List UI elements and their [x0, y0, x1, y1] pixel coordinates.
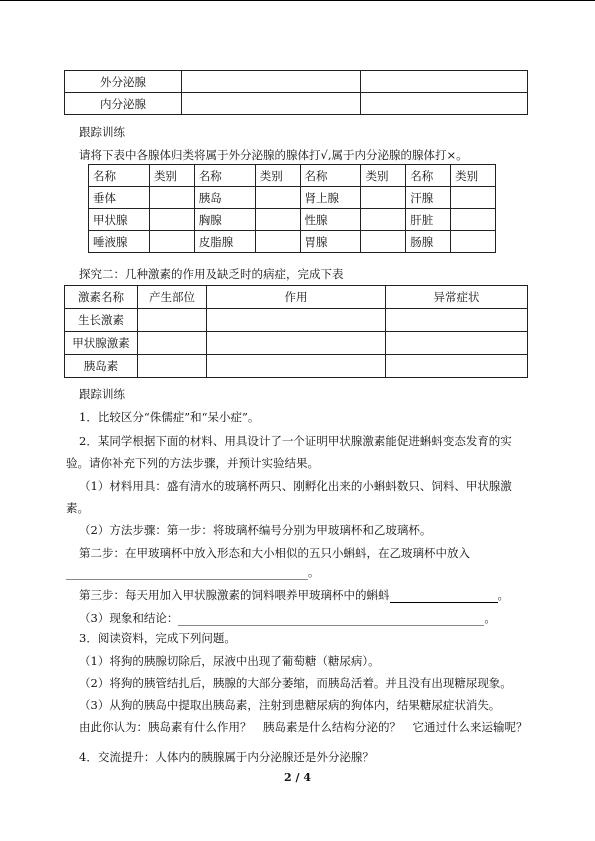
gland-name: 甲状腺 [89, 209, 150, 231]
category-cell[interactable] [255, 187, 300, 209]
category-cell[interactable] [149, 231, 194, 253]
col-header: 名称 [300, 165, 361, 187]
category-cell[interactable] [361, 209, 406, 231]
table-row [89, 187, 496, 209]
classify-instruction: 请将下表中各腺体归类将属于外分泌腺的腺体打√,属于内分泌腺的腺体打×。 [79, 148, 468, 162]
table-header-row [89, 165, 496, 187]
table-cell-empty[interactable] [182, 71, 361, 93]
col-header: 产生部位 [138, 286, 207, 309]
table-row [89, 209, 496, 231]
gland-row-label: 外分泌腺 [65, 71, 182, 93]
gland-name: 唾液腺 [89, 231, 150, 253]
col-header: 名称 [406, 165, 451, 187]
q3-item-3: （3）从狗的胰岛中提取出胰岛素，注射到患糖尿病的狗体内，结果糖尿症状消失。 [79, 698, 501, 712]
table-row [65, 355, 528, 378]
classify-table [88, 164, 496, 253]
table-cell-empty[interactable] [138, 332, 207, 355]
gland-name: 肝脏 [406, 209, 451, 231]
gland-name: 垂体 [89, 187, 150, 209]
category-cell[interactable] [255, 209, 300, 231]
category-cell[interactable] [451, 231, 496, 253]
q2-step3-line [0, 587, 595, 603]
category-cell[interactable] [255, 231, 300, 253]
table-cell-empty[interactable] [386, 332, 528, 355]
table-row [65, 71, 528, 93]
q2-step2-answer-line [0, 564, 595, 580]
q2-step2: 第二步：在甲玻璃杯中放入形态和大小相似的五只小蝌蚪，在乙玻璃杯中放入 [79, 546, 470, 560]
gland-name: 性腺 [300, 209, 361, 231]
table-cell-empty[interactable] [361, 93, 528, 115]
page-top-rule [0, 0, 595, 1]
q2-step3: 第三步：每天用加入甲状腺激素的饲料喂养甲玻璃杯中的蝌蚪 [79, 588, 390, 602]
table-row [65, 93, 528, 115]
hormone-name: 胰岛素 [65, 355, 138, 378]
period: 。 [484, 611, 496, 625]
category-cell[interactable] [149, 187, 194, 209]
gland-name: 胸腺 [194, 209, 255, 231]
col-header: 激素名称 [65, 286, 138, 309]
col-header: 类别 [149, 165, 194, 187]
col-header: 类别 [361, 165, 406, 187]
q3-question: 由此你认为：胰岛素有什么作用？ 胰岛素是什么结构分泌的？ 它通过什么来运输呢？ [79, 720, 528, 734]
category-cell[interactable] [361, 187, 406, 209]
category-cell[interactable] [451, 187, 496, 209]
table-cell-empty[interactable] [207, 332, 386, 355]
hormone-name: 甲状腺激素 [65, 332, 138, 355]
q2-result-line [0, 610, 595, 626]
q2-materials-line1: （1）材料用具：盛有清水的玻璃杯两只、刚孵化出来的小蝌蚪数只、饲料、甲状腺激 [79, 479, 512, 493]
gland-name: 皮脂腺 [194, 231, 255, 253]
period: 。 [308, 565, 320, 579]
table-cell-empty[interactable] [138, 355, 207, 378]
hormone-name: 生长激素 [65, 309, 138, 332]
col-header: 异常症状 [386, 286, 528, 309]
gland-name: 肾上腺 [300, 187, 361, 209]
col-header: 名称 [194, 165, 255, 187]
question-2-line2: 验。请你补充下列的方法步骤，并预计实验结果。 [66, 456, 319, 470]
answer-blank[interactable] [178, 613, 484, 626]
col-header: 作用 [207, 286, 386, 309]
table-row [65, 332, 528, 355]
gland-name: 胰岛 [194, 187, 255, 209]
col-header: 类别 [451, 165, 496, 187]
category-cell[interactable] [149, 209, 194, 231]
answer-blank[interactable] [390, 590, 498, 603]
table-cell-empty[interactable] [386, 309, 528, 332]
gland-row-label: 内分泌腺 [65, 93, 182, 115]
explore2-title: 探究二：几种激素的作用及缺乏时的病症，完成下表 [79, 267, 344, 281]
section-title-tracking-2: 跟踪训练 [79, 387, 125, 401]
table-cell-empty[interactable] [207, 355, 386, 378]
answer-blank[interactable] [66, 567, 308, 580]
page-number: 2 / 4 [284, 771, 311, 784]
question-4: 4．交流提升：人体内的胰腺属于内分泌腺还是外分泌腺？ [79, 750, 374, 764]
gland-name: 胃腺 [300, 231, 361, 253]
q2-method: （2）方法步骤：第一步：将玻璃杯编号分别为甲玻璃杯和乙玻璃杯。 [79, 523, 432, 537]
q3-item-2: （2）将狗的胰管结扎后，胰腺的大部分萎缩，而胰岛活着。并且没有出现糖尿现象。 [79, 676, 512, 690]
q3-item-1: （1）将狗的胰腺切除后，尿液中出现了葡萄糖（糖尿病）。 [79, 654, 380, 668]
table-cell-empty[interactable] [182, 93, 361, 115]
gland-type-table [64, 70, 528, 115]
gland-name: 汗腺 [406, 187, 451, 209]
col-header: 类别 [255, 165, 300, 187]
table-row [65, 309, 528, 332]
question-2-line1: 2．某同学根据下面的材料、用具设计了一个证明甲状腺激素能促进蝌蚪变态发育的实 [79, 434, 512, 448]
question-1: 1．比较区分“侏儒症”和“呆小症”。 [79, 410, 260, 424]
col-header: 名称 [89, 165, 150, 187]
question-3: 3．阅读资料，完成下列问题。 [79, 631, 236, 645]
gland-name: 肠腺 [406, 231, 451, 253]
period: 。 [497, 588, 509, 602]
table-cell-empty[interactable] [207, 309, 386, 332]
table-cell-empty[interactable] [361, 71, 528, 93]
category-cell[interactable] [361, 231, 406, 253]
hormone-table [64, 285, 528, 378]
table-cell-empty[interactable] [138, 309, 207, 332]
section-title-tracking: 跟踪训练 [79, 125, 125, 139]
table-row [89, 231, 496, 253]
table-header-row [65, 286, 528, 309]
table-cell-empty[interactable] [386, 355, 528, 378]
q2-materials-line2: 素。 [66, 501, 89, 515]
q2-result: （3）现象和结论： [79, 611, 179, 625]
category-cell[interactable] [451, 209, 496, 231]
